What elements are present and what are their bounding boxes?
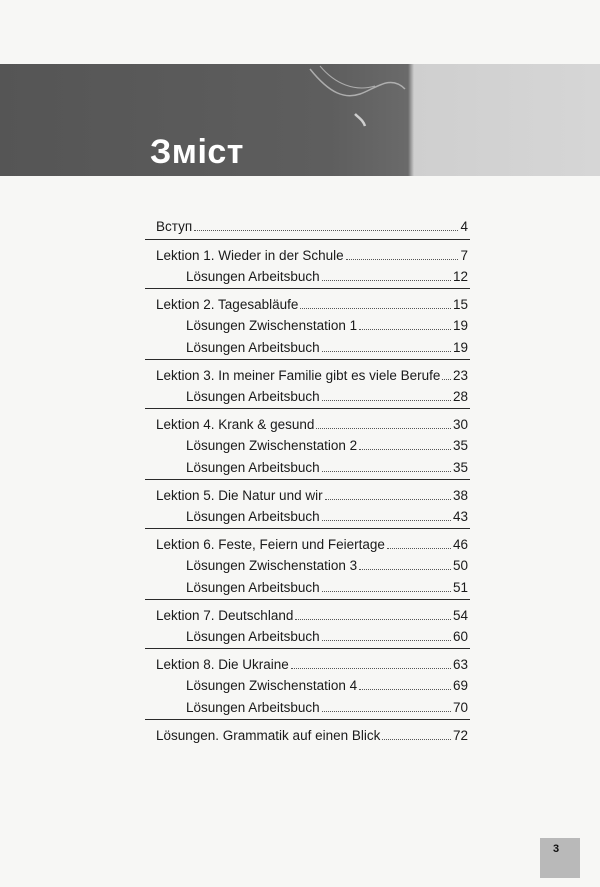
dot-leader: [295, 619, 451, 620]
toc-entry-label: Lektion 1. Wieder in der Schule: [156, 248, 344, 263]
dot-leader: [382, 739, 451, 740]
toc-entry[interactable]: [156, 533, 468, 553]
toc-entry-label: Lektion 2. Tagesabläufe: [156, 297, 299, 312]
toc-entry-label: Lektion 5. Die Natur und wir: [156, 488, 323, 503]
toc-entry-page: 70: [452, 700, 468, 715]
dot-leader: [322, 640, 451, 641]
toc-entry[interactable]: [186, 456, 468, 476]
page-number-tab: [540, 838, 580, 878]
dot-leader: [316, 428, 451, 429]
toc-entry-page: 72: [452, 728, 468, 743]
section-divider: [145, 528, 470, 529]
toc-entry[interactable]: [156, 244, 468, 264]
toc-entry-page: 23: [452, 368, 468, 383]
section-divider: [145, 359, 470, 360]
toc-entry[interactable]: [186, 625, 468, 645]
toc-entry-label: Lektion 3. In meiner Familie gibt es viele Berufe: [156, 368, 441, 383]
section-divider: [145, 288, 470, 289]
toc-entry[interactable]: [186, 314, 468, 334]
toc-entry[interactable]: [156, 484, 468, 504]
toc-entry-label: Lösungen Arbeitsbuch: [186, 460, 320, 475]
toc-entry[interactable]: [186, 385, 468, 405]
section-divider: [145, 648, 470, 649]
toc-entry-label: Вступ: [156, 219, 193, 234]
toc-entry[interactable]: [156, 413, 468, 433]
dot-leader: [300, 308, 451, 309]
toc-entry-page: 4: [460, 219, 468, 234]
toc-entry-page: 28: [452, 389, 468, 404]
page-title: Зміст: [150, 133, 244, 171]
toc-entry[interactable]: [186, 265, 468, 285]
toc-entry-label: Lösungen Arbeitsbuch: [186, 269, 320, 284]
toc-entry[interactable]: [156, 293, 468, 313]
toc-entry-page: 19: [452, 340, 468, 355]
dot-leader: [322, 520, 451, 521]
toc-entry-page: 19: [452, 318, 468, 333]
section-divider: [145, 408, 470, 409]
toc-entry-label: Lösungen Zwischenstation 1: [186, 318, 358, 333]
toc-entry[interactable]: [186, 576, 468, 596]
toc-entry-label: Lektion 7. Deutschland: [156, 608, 294, 623]
toc-entry-label: Lektion 6. Feste, Feiern und Feiertage: [156, 537, 385, 552]
toc-entry-page: 30: [452, 417, 468, 432]
toc-entry-label: Lösungen Zwischenstation 2: [186, 438, 358, 453]
toc-entry-page: 69: [452, 678, 468, 693]
toc-entry-page: 35: [452, 438, 468, 453]
dot-leader: [359, 569, 451, 570]
dot-leader: [322, 471, 451, 472]
section-divider: [145, 719, 470, 720]
toc-entry-page: 12: [452, 269, 468, 284]
dot-leader: [325, 499, 451, 500]
toc-entry-label: Lektion 8. Die Ukraine: [156, 657, 289, 672]
toc-entry-label: Lösungen Arbeitsbuch: [186, 509, 320, 524]
dot-leader: [322, 711, 451, 712]
toc-entry[interactable]: [186, 554, 468, 574]
dot-leader: [322, 400, 451, 401]
toc-entry-label: Lösungen Arbeitsbuch: [186, 580, 320, 595]
toc-entry-label: Lösungen Arbeitsbuch: [186, 389, 320, 404]
toc-entry[interactable]: [186, 674, 468, 694]
dot-leader: [322, 591, 451, 592]
toc-entry-label: Lösungen Arbeitsbuch: [186, 629, 320, 644]
dot-leader: [359, 689, 451, 690]
section-divider: [145, 479, 470, 480]
toc-entry-page: 46: [452, 537, 468, 552]
toc-entry[interactable]: [186, 696, 468, 716]
dot-leader: [442, 379, 451, 380]
toc-entry[interactable]: [156, 215, 468, 235]
toc-entry[interactable]: [156, 653, 468, 673]
toc-entry-label: Lösungen Arbeitsbuch: [186, 340, 320, 355]
dot-leader: [291, 668, 451, 669]
section-divider: [145, 239, 470, 240]
toc-entry[interactable]: [156, 364, 468, 384]
toc-entry-label: Lektion 4. Krank & gesund: [156, 417, 315, 432]
toc-entry[interactable]: [186, 336, 468, 356]
toc-entry-page: 35: [452, 460, 468, 475]
toc-entry-page: 38: [452, 488, 468, 503]
dot-leader: [322, 351, 451, 352]
toc-entry-page: 7: [460, 248, 468, 263]
toc-entry[interactable]: [186, 434, 468, 454]
toc-entry-page: 50: [452, 558, 468, 573]
toc-entry-page: 54: [452, 608, 468, 623]
page-number: 3: [553, 843, 560, 855]
dot-leader: [359, 449, 451, 450]
toc-entry-page: 15: [452, 297, 468, 312]
toc-entry-label: Lösungen. Grammatik auf einen Blick: [156, 728, 381, 743]
dot-leader: [346, 259, 459, 260]
section-divider: [145, 599, 470, 600]
toc-entry-label: Lösungen Zwischenstation 3: [186, 558, 358, 573]
dot-leader: [387, 548, 451, 549]
toc-entry-label: Lösungen Zwischenstation 4: [186, 678, 358, 693]
toc-entry-page: 43: [452, 509, 468, 524]
dot-leader: [322, 280, 451, 281]
toc-entry-page: 60: [452, 629, 468, 644]
toc-entry[interactable]: [156, 604, 468, 624]
toc-entry[interactable]: [186, 505, 468, 525]
toc-entry[interactable]: [156, 724, 468, 744]
toc-entry-page: 51: [452, 580, 468, 595]
toc-entry-label: Lösungen Arbeitsbuch: [186, 700, 320, 715]
dot-leader: [194, 230, 458, 231]
toc-entry-page: 63: [452, 657, 468, 672]
dot-leader: [359, 329, 451, 330]
